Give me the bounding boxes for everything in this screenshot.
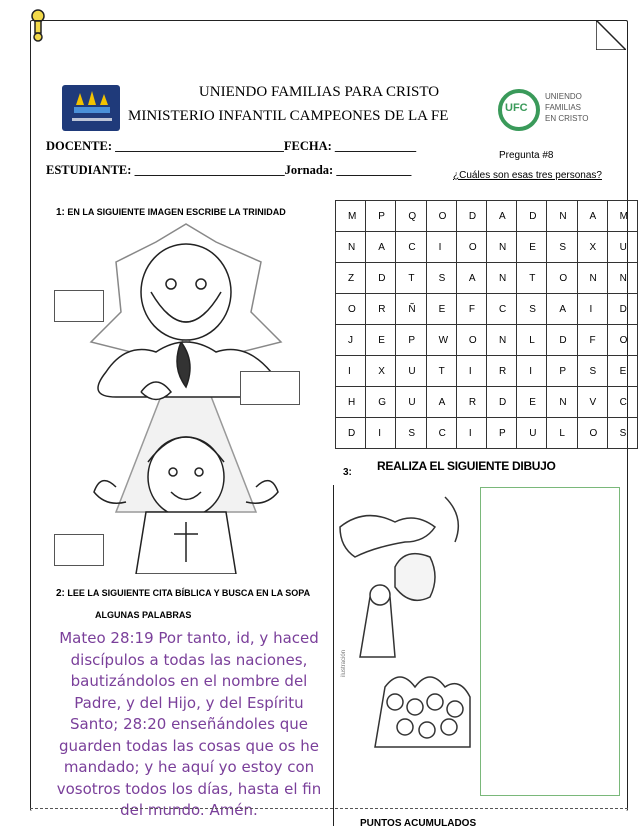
word-search-cell[interactable]: D xyxy=(487,387,517,418)
word-search-cell[interactable]: P xyxy=(396,325,426,356)
section2-number: 2: xyxy=(56,588,65,599)
ufc-logo-line3: EN CRISTO xyxy=(545,114,589,123)
word-search-cell[interactable]: S xyxy=(517,294,547,325)
word-search-grid xyxy=(335,200,638,449)
ufc-logo xyxy=(497,86,607,134)
word-search-cell[interactable]: U xyxy=(396,356,426,387)
estudiante-row xyxy=(46,163,411,178)
section2-heading xyxy=(56,588,310,599)
section2-line2: ALGUNAS PALABRAS xyxy=(95,610,192,620)
word-search-cell[interactable]: F xyxy=(456,294,486,325)
word-search-row xyxy=(336,387,638,418)
word-search-cell[interactable]: D xyxy=(547,325,577,356)
ufc-logo-line2: FAMILIAS xyxy=(545,103,582,112)
word-search-cell[interactable]: X xyxy=(577,232,607,263)
section1-number: 1: xyxy=(56,207,65,218)
word-search-cell[interactable]: V xyxy=(577,387,607,418)
org-title: UNIENDO FAMILIAS PARA CRISTO xyxy=(198,84,440,100)
word-search-cell[interactable]: L xyxy=(547,418,577,449)
word-search-cell[interactable]: J xyxy=(336,325,366,356)
word-search-cell[interactable]: H xyxy=(336,387,366,418)
trinity-answer-box-2[interactable] xyxy=(240,371,300,405)
question-text: ¿Cuáles son esas tres personas? xyxy=(453,170,602,181)
word-search-cell[interactable]: S xyxy=(426,263,456,294)
word-search-cell[interactable]: D xyxy=(456,201,486,232)
word-search-cell[interactable]: I xyxy=(517,356,547,387)
word-search-cell[interactable]: R xyxy=(487,356,517,387)
word-search-cell[interactable]: R xyxy=(366,294,396,325)
footer-line xyxy=(30,808,628,809)
word-search-cell[interactable]: O xyxy=(426,201,456,232)
word-search-cell[interactable]: E xyxy=(366,325,396,356)
section2-line1: LEE LA SIGUIENTE CITA BÍBLICA Y BUSCA EN LA SOPA xyxy=(67,588,311,598)
word-search-cell[interactable]: N xyxy=(607,263,637,294)
word-search-cell[interactable]: M xyxy=(336,201,366,232)
word-search-cell[interactable]: I xyxy=(456,356,486,387)
word-search-cell[interactable]: S xyxy=(396,418,426,449)
word-search-cell[interactable]: S xyxy=(607,418,637,449)
ufc-logo-initials: UFC xyxy=(505,102,528,114)
estudiante-field[interactable]: ________________________ xyxy=(134,163,285,177)
word-search-cell[interactable]: P xyxy=(366,201,396,232)
word-search-cell[interactable]: N xyxy=(547,387,577,418)
word-search-cell[interactable]: N xyxy=(547,201,577,232)
section1-text: EN LA SIGUIENTE IMAGEN ESCRIBE LA TRINIDAD xyxy=(67,207,286,217)
ufc-logo-line1: UNIENDO xyxy=(545,92,582,101)
docente-row xyxy=(46,139,416,154)
section3-text: REALIZA EL SIGUIENTE DIBUJO xyxy=(377,459,556,473)
word-search-cell[interactable]: M xyxy=(607,201,637,232)
word-search-cell[interactable]: U xyxy=(396,387,426,418)
fecha-label: FECHA: xyxy=(283,139,332,153)
word-search-cell[interactable]: D xyxy=(517,201,547,232)
word-search-cell[interactable]: L xyxy=(517,325,547,356)
word-search-row xyxy=(336,418,638,449)
word-search-cell[interactable]: E xyxy=(426,294,456,325)
word-search-cell[interactable]: R xyxy=(456,387,486,418)
drawing-box[interactable] xyxy=(480,487,620,796)
word-search-cell[interactable]: U xyxy=(517,418,547,449)
word-search-cell[interactable]: E xyxy=(607,356,637,387)
word-search-cell[interactable]: Z xyxy=(336,263,366,294)
word-search-cell[interactable]: N xyxy=(487,263,517,294)
jornada-label: Jornada: xyxy=(284,163,334,177)
word-search-cell[interactable]: C xyxy=(607,387,637,418)
word-search-cell[interactable]: D xyxy=(607,294,637,325)
docente-field[interactable]: ___________________________ xyxy=(115,139,284,153)
word-search-cell[interactable]: I xyxy=(456,418,486,449)
word-search-cell[interactable]: X xyxy=(366,356,396,387)
word-search-cell[interactable]: T xyxy=(426,356,456,387)
word-search-row xyxy=(336,201,638,232)
word-search-cell[interactable]: Q xyxy=(396,201,426,232)
word-search-cell[interactable]: D xyxy=(336,418,366,449)
docente-label: DOCENTE: xyxy=(46,139,112,153)
word-search-cell[interactable]: O xyxy=(456,232,486,263)
word-search-cell[interactable]: A xyxy=(487,201,517,232)
word-search-cell[interactable]: S xyxy=(547,232,577,263)
section1-heading xyxy=(56,207,286,218)
word-search-cell[interactable]: F xyxy=(577,325,607,356)
word-search-cell[interactable]: P xyxy=(547,356,577,387)
word-search-cell[interactable]: N xyxy=(487,232,517,263)
word-search-cell[interactable]: C xyxy=(487,294,517,325)
word-search-cell[interactable]: A xyxy=(366,232,396,263)
word-search-cell[interactable]: A xyxy=(577,201,607,232)
word-search-cell[interactable]: A xyxy=(547,294,577,325)
page-fold-corner xyxy=(596,20,626,50)
bible-verse: Mateo 28:19 Por tanto, id, y haced discípulos a todas las naciones, bautizándolos en el nombre del Padre, y del Hijo, y del Espíritu Santo; 28:20 enseñándoles que guarden todas las cosas que os he mandado; y he aquí yo estoy con vosotros todos los días, hasta el fin del mundo. Amén. xyxy=(56,629,322,819)
word-search-cell[interactable]: T xyxy=(517,263,547,294)
word-search-row xyxy=(336,232,638,263)
word-search-cell[interactable]: P xyxy=(487,418,517,449)
word-search-cell[interactable]: E xyxy=(517,232,547,263)
trinity-answer-box-1[interactable] xyxy=(54,290,104,322)
trinity-answer-box-3[interactable] xyxy=(54,534,104,566)
word-search-cell[interactable]: I xyxy=(336,356,366,387)
word-search-cell[interactable]: Ñ xyxy=(396,294,426,325)
word-search-cell[interactable]: I xyxy=(366,418,396,449)
word-search-cell[interactable]: G xyxy=(366,387,396,418)
word-search-cell[interactable]: O xyxy=(607,325,637,356)
word-search-row xyxy=(336,325,638,356)
svg-text:ilustración: ilustración xyxy=(341,649,347,677)
footer-partial-text: PUNTOS ACUMULADOS xyxy=(360,818,477,829)
word-search-cell[interactable]: E xyxy=(517,387,547,418)
question-number: Pregunta #8 xyxy=(499,150,554,161)
ascension-illustration xyxy=(335,487,475,797)
fecha-field[interactable]: _____________ xyxy=(334,139,417,153)
word-search-cell[interactable]: O xyxy=(336,294,366,325)
jornada-field[interactable]: ____________ xyxy=(336,163,412,177)
word-search-cell[interactable]: N xyxy=(577,263,607,294)
word-search-row xyxy=(336,263,638,294)
word-search-cell[interactable]: D xyxy=(366,263,396,294)
word-search-cell[interactable]: A xyxy=(426,387,456,418)
section3-number: 3: xyxy=(343,467,352,478)
word-search-cell[interactable]: A xyxy=(456,263,486,294)
word-search-cell[interactable]: O xyxy=(456,325,486,356)
word-search-cell[interactable]: U xyxy=(607,232,637,263)
ministry-title: MINISTERIO INFANTIL CAMPEONES DE LA FE xyxy=(128,108,449,124)
word-search-cell[interactable]: T xyxy=(396,263,426,294)
vertical-divider xyxy=(333,485,334,826)
word-search-cell[interactable]: C xyxy=(396,232,426,263)
ministry-logo xyxy=(62,85,120,131)
word-search-row xyxy=(336,356,638,387)
estudiante-label: ESTUDIANTE: xyxy=(46,163,132,177)
word-search-cell[interactable]: I xyxy=(577,294,607,325)
word-search-cell[interactable]: N xyxy=(487,325,517,356)
word-search-cell[interactable]: W xyxy=(426,325,456,356)
word-search-cell[interactable]: S xyxy=(577,356,607,387)
word-search-cell[interactable]: O xyxy=(577,418,607,449)
word-search-cell[interactable]: C xyxy=(426,418,456,449)
word-search-cell[interactable]: N xyxy=(336,232,366,263)
word-search-row xyxy=(336,294,638,325)
word-search-cell[interactable]: O xyxy=(547,263,577,294)
word-search-cell[interactable]: I xyxy=(426,232,456,263)
